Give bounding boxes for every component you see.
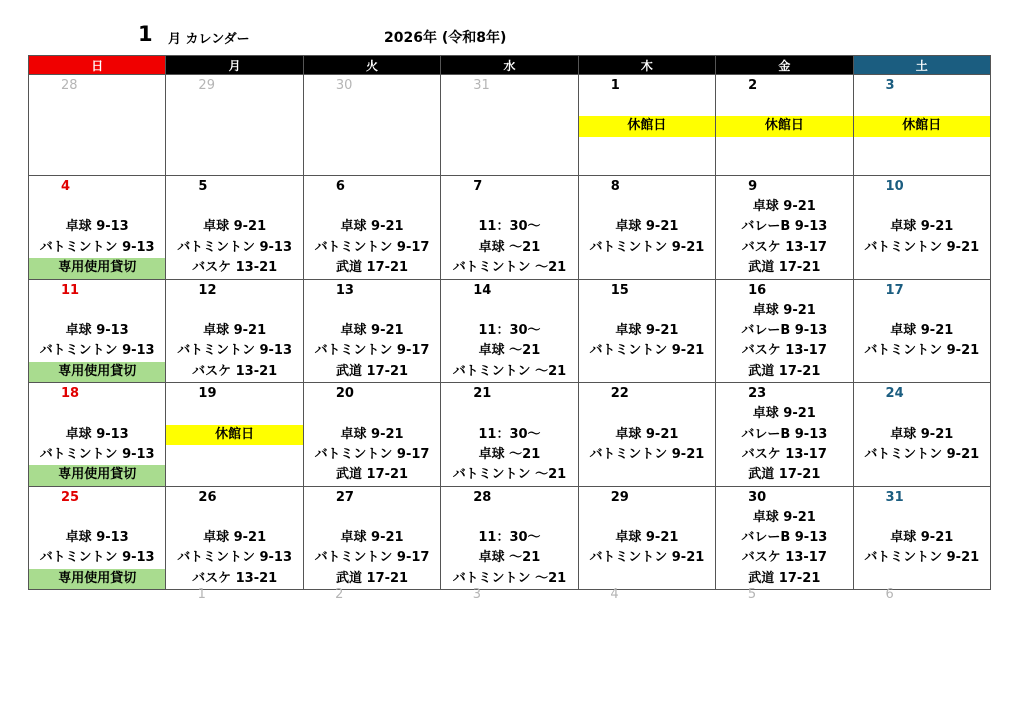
calendar-grid — [28, 55, 991, 590]
trailing-spacer — [28, 587, 166, 603]
day-cell — [578, 176, 715, 280]
day-number: 26 — [198, 489, 217, 505]
schedule-line: バトミントン 9-21 — [864, 343, 980, 359]
weekday-monday: 月 — [166, 56, 303, 75]
day-schedule — [854, 508, 990, 569]
day-schedule — [716, 508, 852, 590]
schedule-line: 武道 17-21 — [748, 570, 821, 586]
next-month-day-number: 5 — [747, 587, 757, 602]
day-schedule — [166, 197, 302, 279]
calendar-title — [0, 22, 1024, 52]
weekday-header-row — [29, 56, 991, 75]
schedule-line: 卓球 9-21 — [340, 322, 404, 338]
schedule-line: バトミントン 9-17 — [314, 446, 430, 462]
day-number: 4 — [61, 179, 71, 194]
day-number: 11 — [61, 282, 80, 298]
schedule-line: 卓球 9-21 — [752, 406, 816, 422]
day-cell — [578, 75, 715, 176]
schedule-line: 卓球 9-13 — [65, 426, 129, 442]
schedule-line: 武道 17-21 — [336, 363, 409, 379]
day-cell — [441, 383, 578, 487]
schedule-line: 卓球 ～21 — [478, 343, 541, 359]
day-number: 1 — [610, 78, 620, 93]
day-schedule — [716, 197, 852, 279]
day-number: 6 — [335, 179, 345, 194]
schedule-line: 卓球 9-21 — [203, 530, 267, 546]
schedule-line: バスケ 13-17 — [741, 239, 827, 255]
day-cell — [853, 75, 990, 176]
week-row — [29, 279, 991, 383]
day-schedule — [579, 96, 715, 137]
day-cell — [853, 486, 990, 590]
day-cell — [853, 279, 990, 383]
schedule-line: 卓球 9-21 — [752, 509, 816, 525]
weekday-friday: 金 — [716, 56, 853, 75]
schedule-line: バスケ 13-21 — [192, 260, 278, 276]
day-schedule — [441, 508, 577, 590]
schedule-line: バレーB 9-13 — [741, 219, 828, 235]
day-cell — [29, 383, 166, 487]
schedule-line: 卓球 9-21 — [203, 219, 267, 235]
day-number: 13 — [335, 282, 354, 298]
day-schedule — [579, 404, 715, 465]
day-number: 20 — [335, 386, 354, 402]
day-schedule — [304, 508, 440, 590]
schedule-line: 卓球 9-13 — [65, 530, 129, 546]
next-month-day-number: 1 — [197, 587, 206, 602]
day-schedule — [29, 301, 165, 383]
reserved-label: 専用使用貸切 — [29, 258, 165, 278]
weekday-thursday: 木 — [578, 56, 715, 75]
schedule-line: バトミントン ～21 — [452, 260, 567, 276]
closed-label: 休館日 — [716, 116, 852, 136]
schedule-line: バトミントン 9-21 — [589, 550, 705, 566]
schedule-line: 卓球 9-21 — [615, 322, 679, 338]
next-month-day-number: 6 — [885, 587, 894, 602]
day-schedule — [166, 404, 302, 445]
schedule-line: 武道 17-21 — [336, 260, 409, 276]
schedule-line: 卓球 ～21 — [478, 446, 541, 462]
day-schedule — [716, 404, 852, 486]
week-row — [29, 486, 991, 590]
day-cell — [166, 75, 303, 176]
schedule-line: バトミントン 9-13 — [39, 550, 155, 566]
schedule-line: 武道 17-21 — [748, 260, 821, 276]
schedule-line: 卓球 9-21 — [615, 219, 679, 235]
closed-label: 休館日 — [166, 425, 302, 445]
day-number: 27 — [335, 489, 354, 505]
day-cell — [29, 486, 166, 590]
day-schedule — [579, 301, 715, 362]
day-cell — [716, 176, 853, 280]
closed-label: 休館日 — [854, 116, 990, 136]
reserved-label: 専用使用貸切 — [29, 569, 165, 589]
day-cell — [716, 279, 853, 383]
day-number: 9 — [748, 179, 758, 194]
day-cell — [303, 75, 440, 176]
day-cell — [441, 176, 578, 280]
schedule-line: バトミントン 9-21 — [864, 446, 980, 462]
day-schedule — [441, 404, 577, 486]
reserved-label: 専用使用貸切 — [29, 465, 165, 485]
schedule-line: バレーB 9-13 — [741, 530, 828, 546]
schedule-line: バトミントン 9-13 — [177, 550, 293, 566]
day-number: 12 — [198, 282, 217, 298]
schedule-line: 武道 17-21 — [336, 467, 409, 483]
day-schedule — [716, 301, 852, 383]
schedule-line: 11：30～ — [478, 426, 541, 442]
schedule-line: バトミントン 9-13 — [177, 343, 293, 359]
day-schedule — [854, 301, 990, 362]
day-number: 31 — [885, 489, 904, 505]
schedule-line: 卓球 9-21 — [340, 219, 404, 235]
day-number: 18 — [61, 386, 80, 402]
schedule-line: バスケ 13-21 — [192, 570, 278, 586]
month-number: 1 — [138, 22, 153, 46]
schedule-line: 武道 17-21 — [336, 570, 409, 586]
week-row — [29, 176, 991, 280]
day-number: 28 — [473, 489, 492, 505]
schedule-line: 卓球 9-21 — [203, 322, 267, 338]
schedule-line: バスケ 13-17 — [741, 446, 827, 462]
week-row — [29, 75, 991, 176]
schedule-line: バトミントン ～21 — [452, 363, 567, 379]
schedule-line: バトミントン 9-17 — [314, 343, 430, 359]
day-schedule — [854, 404, 990, 465]
day-number: 30 — [335, 78, 353, 93]
day-number: 31 — [473, 78, 490, 93]
day-cell — [303, 279, 440, 383]
day-number: 29 — [198, 78, 215, 93]
day-number: 17 — [885, 282, 904, 298]
day-schedule — [166, 301, 302, 383]
schedule-line: バトミントン 9-21 — [589, 239, 705, 255]
day-cell — [303, 176, 440, 280]
schedule-line: バトミントン ～21 — [452, 570, 567, 586]
schedule-line: 卓球 9-21 — [340, 426, 404, 442]
next-month-day-number: 4 — [610, 587, 619, 602]
schedule-line: 武道 17-21 — [748, 363, 821, 379]
day-schedule — [441, 301, 577, 383]
day-cell — [441, 75, 578, 176]
schedule-line: 卓球 9-13 — [65, 219, 129, 235]
day-number: 28 — [61, 78, 78, 93]
day-cell — [441, 486, 578, 590]
schedule-line: 11：30～ — [478, 530, 541, 546]
day-cell — [853, 176, 990, 280]
schedule-line: 卓球 9-21 — [890, 426, 954, 442]
day-schedule — [304, 197, 440, 279]
day-number: 14 — [473, 282, 492, 298]
schedule-line: 卓球 9-21 — [340, 530, 404, 546]
schedule-line: 卓球 9-21 — [890, 219, 954, 235]
day-schedule — [854, 96, 990, 137]
year-label: 2026年 (令和8年) — [384, 30, 507, 46]
schedule-line: バスケ 13-17 — [741, 550, 827, 566]
closed-label: 休館日 — [579, 116, 715, 136]
schedule-line: バトミントン 9-13 — [39, 343, 155, 359]
schedule-line: バトミントン 9-13 — [39, 239, 155, 255]
day-number: 2 — [748, 78, 758, 93]
day-number: 16 — [748, 282, 767, 298]
day-schedule — [579, 508, 715, 569]
day-cell — [578, 279, 715, 383]
day-cell — [29, 279, 166, 383]
day-number: 23 — [748, 386, 767, 402]
schedule-line: 卓球 9-13 — [65, 322, 129, 338]
day-number: 10 — [885, 179, 904, 194]
schedule-line: バトミントン 9-17 — [314, 239, 430, 255]
day-cell — [166, 279, 303, 383]
day-schedule — [29, 508, 165, 590]
schedule-line: バトミントン 9-13 — [39, 446, 155, 462]
day-schedule — [29, 404, 165, 486]
day-number: 29 — [610, 489, 629, 505]
day-schedule — [579, 197, 715, 258]
day-number: 15 — [610, 282, 629, 298]
schedule-line: 卓球 9-21 — [752, 199, 816, 214]
schedule-line: 卓球 9-21 — [615, 530, 679, 546]
day-cell — [29, 176, 166, 280]
day-cell — [853, 383, 990, 487]
schedule-line: バトミントン 9-21 — [864, 239, 980, 255]
day-number: 30 — [748, 489, 767, 505]
day-number: 8 — [610, 179, 620, 194]
day-schedule — [854, 197, 990, 258]
day-number: 25 — [61, 489, 80, 505]
day-schedule — [304, 301, 440, 383]
day-cell — [166, 486, 303, 590]
day-number: 5 — [198, 179, 208, 194]
schedule-line: バトミントン 9-21 — [864, 550, 980, 566]
day-cell — [578, 486, 715, 590]
next-month-days — [28, 587, 991, 603]
schedule-line: 卓球 9-21 — [615, 426, 679, 442]
day-number: 3 — [885, 78, 895, 93]
schedule-line: 武道 17-21 — [748, 467, 821, 483]
weekday-wednesday: 水 — [441, 56, 578, 75]
schedule-line: バトミントン 9-17 — [314, 550, 430, 566]
day-number: 24 — [885, 386, 904, 402]
schedule-line: バスケ 13-21 — [192, 363, 278, 379]
weekday-sunday: 日 — [29, 56, 166, 75]
day-cell — [29, 75, 166, 176]
day-schedule — [304, 404, 440, 486]
schedule-line: バトミントン 9-21 — [589, 446, 705, 462]
next-month-day-number: 2 — [335, 587, 344, 602]
schedule-line: 卓球 ～21 — [478, 550, 541, 566]
day-number: 22 — [610, 386, 629, 402]
day-cell — [166, 383, 303, 487]
day-cell — [441, 279, 578, 383]
day-schedule — [716, 96, 852, 137]
day-cell — [716, 75, 853, 176]
schedule-line: バスケ 13-17 — [741, 343, 827, 359]
next-month-day-number: 3 — [472, 587, 482, 602]
schedule-line: バレーB 9-13 — [741, 322, 828, 338]
day-cell — [578, 383, 715, 487]
schedule-line: バトミントン 9-21 — [589, 343, 705, 359]
day-number: 19 — [198, 386, 217, 402]
day-number: 7 — [473, 179, 483, 194]
schedule-line: バトミントン 9-13 — [177, 239, 293, 255]
schedule-line: バレーB 9-13 — [741, 426, 828, 442]
week-row — [29, 383, 991, 487]
schedule-line: 卓球 9-21 — [752, 302, 816, 318]
schedule-line: 卓球 ～21 — [478, 239, 541, 255]
day-schedule — [29, 197, 165, 279]
schedule-line: 卓球 9-21 — [890, 322, 954, 338]
day-cell — [166, 176, 303, 280]
weekday-tuesday: 火 — [303, 56, 440, 75]
schedule-line: 11：30～ — [478, 322, 541, 338]
month-label: 月 カレンダー — [168, 32, 250, 47]
day-number: 21 — [473, 386, 492, 402]
schedule-line: 11：30～ — [478, 219, 541, 235]
day-cell — [303, 383, 440, 487]
day-schedule — [166, 508, 302, 590]
day-cell — [716, 486, 853, 590]
schedule-line: バトミントン ～21 — [452, 467, 567, 483]
reserved-label: 専用使用貸切 — [29, 362, 165, 382]
day-schedule — [441, 197, 577, 279]
day-cell — [716, 383, 853, 487]
day-cell — [303, 486, 440, 590]
schedule-line: 卓球 9-21 — [890, 530, 954, 546]
weekday-saturday: 土 — [853, 56, 990, 75]
